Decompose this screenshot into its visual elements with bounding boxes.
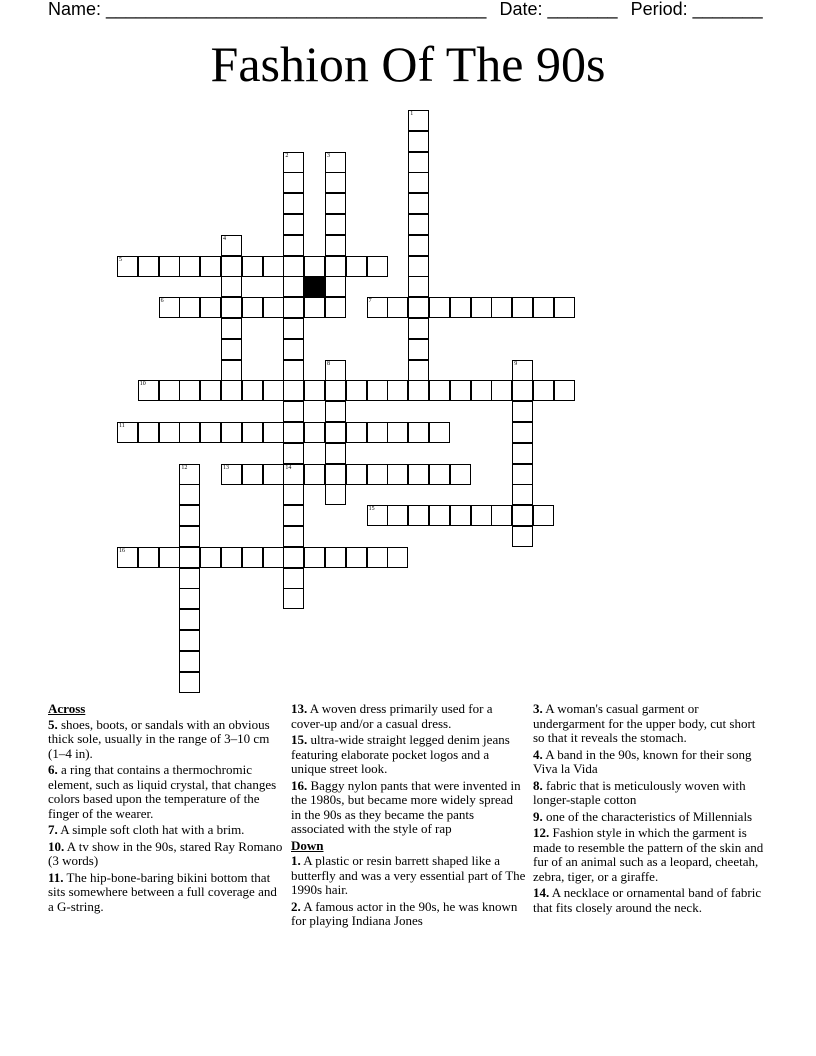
grid-cell[interactable] <box>554 380 575 401</box>
grid-cell[interactable] <box>408 152 429 173</box>
grid-cell[interactable] <box>221 380 242 401</box>
clue-number: 7 <box>368 298 372 305</box>
grid-cell[interactable] <box>221 235 242 256</box>
grid-cell[interactable] <box>263 297 284 318</box>
grid-cell[interactable] <box>450 464 471 485</box>
grid-cell[interactable] <box>304 547 325 568</box>
clue-text: shoes, boots, or sandals with an obvious thick sole, usually in the range of 3–10 cm (1–4 in). <box>48 716 270 761</box>
grid-cell[interactable] <box>263 547 284 568</box>
grid-cell[interactable] <box>325 256 346 277</box>
page-title: Fashion Of The 90s <box>210 36 606 92</box>
grid-cell[interactable] <box>138 380 159 401</box>
grid-cell[interactable] <box>200 547 221 568</box>
grid-cell[interactable] <box>179 380 200 401</box>
grid-cell[interactable] <box>387 380 408 401</box>
grid-cell[interactable] <box>159 422 180 443</box>
clue-number: 15 <box>368 506 375 513</box>
grid-cell[interactable] <box>408 214 429 235</box>
period-field[interactable]: Period: _______ <box>630 0 763 19</box>
grid-cell[interactable] <box>325 484 346 505</box>
grid-cell[interactable] <box>283 588 304 609</box>
grid-cell[interactable] <box>512 526 533 547</box>
grid-cell[interactable] <box>429 380 450 401</box>
clue-number-label: 2. <box>291 898 301 914</box>
grid-cell[interactable] <box>159 547 180 568</box>
grid-cell[interactable] <box>283 464 304 485</box>
grid-cell[interactable] <box>325 547 346 568</box>
grid-cell[interactable] <box>283 172 304 193</box>
clue-item <box>48 823 283 838</box>
grid-cell[interactable] <box>408 505 429 526</box>
grid-cell[interactable] <box>346 422 367 443</box>
clue-text: A woven dress primarily used for a cover-up and/or a casual dress. <box>291 701 493 731</box>
across-clue-list-continued <box>291 702 526 837</box>
clue-item <box>48 763 283 821</box>
grid-cell[interactable] <box>408 172 429 193</box>
grid-cell[interactable] <box>263 422 284 443</box>
grid-cell[interactable] <box>387 422 408 443</box>
grid-cell[interactable] <box>325 276 346 297</box>
clue-number-label: 15. <box>291 732 308 747</box>
grid-cell[interactable] <box>346 464 367 485</box>
grid-cell[interactable] <box>325 422 346 443</box>
grid-cell[interactable] <box>554 297 575 318</box>
clue-number-label: 11. <box>48 869 64 885</box>
clue-number-label: 6. <box>48 762 58 777</box>
grid-cell[interactable] <box>512 297 533 318</box>
clue-number-label: 3. <box>533 701 543 716</box>
grid-cell[interactable] <box>283 568 304 589</box>
clue-number: 8 <box>327 360 330 367</box>
grid-cell[interactable] <box>304 297 325 318</box>
grid-cell[interactable] <box>408 380 429 401</box>
clue-item <box>48 871 283 915</box>
grid-cell[interactable] <box>533 505 554 526</box>
clue-number: 6 <box>160 298 164 305</box>
grid-cell[interactable] <box>325 380 346 401</box>
grid-cell[interactable] <box>491 297 512 318</box>
clue-text: one of the characteristics of Millennials <box>542 808 753 824</box>
grid-cell[interactable] <box>367 464 388 485</box>
grid-cell[interactable] <box>179 484 200 505</box>
black-square <box>304 276 325 297</box>
grid-cell[interactable] <box>512 360 533 381</box>
grid-cell[interactable] <box>367 297 388 318</box>
clue-number-label: 4. <box>533 746 543 762</box>
grid-cell[interactable] <box>200 256 221 277</box>
grid-cell[interactable] <box>408 235 429 256</box>
grid-cell[interactable] <box>387 464 408 485</box>
grid-cell[interactable] <box>408 464 429 485</box>
grid-cell[interactable] <box>263 380 284 401</box>
down-clue-list <box>291 854 526 929</box>
grid-cell[interactable] <box>304 464 325 485</box>
grid-cell[interactable] <box>283 193 304 214</box>
grid-cell[interactable] <box>387 297 408 318</box>
grid-cell[interactable] <box>408 318 429 339</box>
down-clue-list-continued <box>533 702 768 915</box>
grid-cell[interactable] <box>346 380 367 401</box>
grid-cell[interactable] <box>117 422 138 443</box>
grid-cell[interactable] <box>533 297 554 318</box>
grid-cell[interactable] <box>325 193 346 214</box>
clue-item <box>291 702 526 731</box>
across-heading: Across <box>48 701 86 716</box>
grid-cell[interactable] <box>283 152 304 173</box>
grid-cell[interactable] <box>367 256 388 277</box>
grid-cell[interactable] <box>450 380 471 401</box>
grid-cell[interactable] <box>283 401 304 422</box>
clue-item <box>533 886 768 915</box>
clue-number-label: 16. <box>291 777 308 793</box>
grid-cell[interactable] <box>346 256 367 277</box>
grid-cell[interactable] <box>283 339 304 360</box>
grid-cell[interactable] <box>221 464 242 485</box>
grid-cell[interactable] <box>408 422 429 443</box>
grid-cell[interactable] <box>283 235 304 256</box>
grid-cell[interactable] <box>408 131 429 152</box>
grid-cell[interactable] <box>117 547 138 568</box>
grid-cell[interactable] <box>512 484 533 505</box>
clue-number-label: 10. <box>48 838 65 854</box>
clue-number-label: 8. <box>533 777 543 793</box>
clue-text: A band in the 90s, known for their song Viva la Vida <box>533 746 752 776</box>
grid-cell[interactable] <box>200 297 221 318</box>
grid-cell[interactable] <box>221 256 242 277</box>
clue-text: ultra-wide straight legged denim jeans featuring elaborate pocket logos and a unique street look. <box>291 732 510 776</box>
grid-cell[interactable] <box>533 380 554 401</box>
grid-cell[interactable] <box>242 297 263 318</box>
grid-cell[interactable] <box>221 339 242 360</box>
clue-text: a ring that contains a thermochromic element, such as liquid crystal, that changes colors based upon the temperature of the finger of the wearer. <box>48 762 277 821</box>
clue-number: 2 <box>285 152 289 159</box>
across-clue-list <box>48 718 283 915</box>
grid-cell[interactable] <box>138 256 159 277</box>
grid-cell[interactable] <box>304 422 325 443</box>
grid-cell[interactable] <box>221 360 242 381</box>
clue-item <box>533 748 768 777</box>
grid-cell[interactable] <box>304 256 325 277</box>
clue-number-label: 5. <box>48 716 58 732</box>
grid-cell[interactable] <box>408 276 429 297</box>
clue-item <box>48 718 283 762</box>
clue-number-label: 14. <box>533 885 550 900</box>
grid-cell[interactable] <box>117 256 138 277</box>
grid-cell[interactable] <box>512 401 533 422</box>
grid-cell[interactable] <box>325 235 346 256</box>
clue-number-label: 1. <box>291 853 301 868</box>
grid-cell[interactable] <box>138 547 159 568</box>
grid-cell[interactable] <box>346 547 367 568</box>
grid-cell[interactable] <box>283 505 304 526</box>
grid-cell[interactable] <box>179 630 200 651</box>
grid-cell[interactable] <box>200 380 221 401</box>
down-heading: Down <box>291 837 324 853</box>
clue-text: Baggy nylon pants that were invented in the 1980s, but became more widely spread in the 90s as they became the pants associated with the style of rap <box>291 777 521 836</box>
clue-number: 12 <box>181 464 188 471</box>
grid-cell[interactable] <box>387 547 408 568</box>
clue-text: A famous actor in the 90s, he was known for playing Indiana Jones <box>291 898 518 928</box>
clue-number: 14 <box>285 464 292 471</box>
clue-number: 16 <box>119 547 125 554</box>
grid-cell[interactable] <box>512 380 533 401</box>
grid-cell[interactable] <box>283 297 304 318</box>
grid-cell[interactable] <box>325 360 346 381</box>
grid-cell[interactable] <box>179 588 200 609</box>
clue-text: A plastic or resin barrett shaped like a butterfly and was a very essential part of The 1990s hair. <box>291 853 526 897</box>
grid-cell[interactable] <box>283 380 304 401</box>
grid-cell[interactable] <box>179 568 200 589</box>
grid-cell[interactable] <box>263 464 284 485</box>
clue-text: A simple soft cloth hat with a brim. <box>57 822 245 837</box>
date-field[interactable]: Date: _______ <box>499 0 618 19</box>
clue-text: fabric that is meticulously woven with longer-staple cotton <box>533 777 746 807</box>
grid-cell[interactable] <box>429 464 450 485</box>
clues-column-2 <box>291 702 526 931</box>
clue-number: 1 <box>410 111 414 117</box>
grid-cell[interactable] <box>408 297 429 318</box>
clue-item <box>291 733 526 777</box>
grid-cell[interactable] <box>283 526 304 547</box>
grid-cell[interactable] <box>283 547 304 568</box>
grid-cell[interactable] <box>325 443 346 464</box>
grid-cell[interactable] <box>159 380 180 401</box>
clue-number-label: 12. <box>533 825 550 840</box>
grid-cell[interactable] <box>179 547 200 568</box>
clue-text: Fashion style in which the garment is made to resemble the pattern of the skin and fur of an animal such as a leopard, cheetah, zebra, tiger, or a giraffe. <box>533 825 764 884</box>
grid-cell[interactable] <box>242 380 263 401</box>
grid-cell[interactable] <box>179 422 200 443</box>
grid-cell[interactable] <box>242 256 263 277</box>
name-field[interactable]: Name: ______________________________________ <box>48 0 487 19</box>
clue-number-label: 13. <box>291 701 308 716</box>
grid-cell[interactable] <box>179 651 200 672</box>
grid-cell[interactable] <box>221 297 242 318</box>
grid-cell[interactable] <box>159 256 180 277</box>
grid-cell[interactable] <box>450 505 471 526</box>
clue-item <box>291 900 526 929</box>
grid-cell[interactable] <box>179 526 200 547</box>
clue-item <box>291 779 526 837</box>
grid-cell[interactable] <box>325 214 346 235</box>
clue-number-label: 7. <box>48 822 58 837</box>
clue-item <box>533 779 768 808</box>
grid-cell[interactable] <box>200 422 221 443</box>
grid-cell[interactable] <box>283 214 304 235</box>
grid-cell[interactable] <box>221 276 242 297</box>
grid-cell[interactable] <box>408 193 429 214</box>
clue-number: 3 <box>327 152 330 159</box>
clue-item <box>48 840 283 869</box>
grid-cell[interactable] <box>242 547 263 568</box>
grid-cell[interactable] <box>283 256 304 277</box>
grid-cell[interactable] <box>491 505 512 526</box>
clue-text: A woman's casual garment or undergarment for the upper body, cut short so that it reveals the stomach. <box>533 701 756 745</box>
grid-cell[interactable] <box>325 152 346 173</box>
clue-item <box>291 854 526 898</box>
clue-text: A tv show in the 90s, stared Ray Romano (3 words) <box>48 838 283 868</box>
grid-cell[interactable] <box>283 422 304 443</box>
grid-cell[interactable] <box>512 422 533 443</box>
grid-cell[interactable] <box>367 380 388 401</box>
clues-column-1 <box>48 702 283 916</box>
grid-cell[interactable] <box>242 464 263 485</box>
grid-cell[interactable] <box>325 401 346 422</box>
grid-cell[interactable] <box>242 422 263 443</box>
grid-cell[interactable] <box>471 297 492 318</box>
grid-cell[interactable] <box>325 464 346 485</box>
clue-number: 11 <box>119 423 125 429</box>
grid-cell[interactable] <box>159 297 180 318</box>
grid-cell[interactable] <box>408 256 429 277</box>
grid-cell[interactable] <box>367 505 388 526</box>
grid-cell[interactable] <box>408 360 429 381</box>
grid-cell[interactable] <box>179 609 200 630</box>
clue-item <box>533 702 768 746</box>
grid-cell[interactable] <box>179 464 200 485</box>
grid-cell[interactable] <box>429 505 450 526</box>
clues-column-3 <box>533 702 768 917</box>
grid-cell[interactable] <box>304 380 325 401</box>
grid-cell[interactable] <box>512 505 533 526</box>
clue-number: 5 <box>119 256 122 263</box>
grid-cell[interactable] <box>221 318 242 339</box>
grid-cell[interactable] <box>179 672 200 693</box>
grid-cell[interactable] <box>283 484 304 505</box>
grid-cell[interactable] <box>221 422 242 443</box>
clue-number: 9 <box>514 360 518 367</box>
grid-cell[interactable] <box>179 256 200 277</box>
grid-cell[interactable] <box>283 360 304 381</box>
grid-cell[interactable] <box>283 318 304 339</box>
grid-cell[interactable] <box>221 547 242 568</box>
grid-cell[interactable] <box>283 443 304 464</box>
clue-number-label: 9. <box>533 808 543 824</box>
clue-item <box>533 826 768 884</box>
grid-cell[interactable] <box>512 464 533 485</box>
grid-cell[interactable] <box>450 297 471 318</box>
grid-cell[interactable] <box>367 422 388 443</box>
clue-item <box>533 810 768 825</box>
grid-cell[interactable] <box>491 380 512 401</box>
clue-text: A necklace or ornamental band of fabric that fits closely around the neck. <box>533 885 762 915</box>
grid-cell[interactable] <box>263 256 284 277</box>
grid-cell[interactable] <box>325 172 346 193</box>
grid-cell[interactable] <box>471 505 492 526</box>
clue-text: The hip-bone-baring bikini bottom that sits somewhere between a full coverage and a G-string. <box>48 869 277 914</box>
grid-cell[interactable] <box>325 297 346 318</box>
grid-cell[interactable] <box>512 443 533 464</box>
grid-cell[interactable] <box>429 297 450 318</box>
grid-cell[interactable] <box>138 422 159 443</box>
clue-number: 13 <box>223 464 229 471</box>
grid-cell[interactable] <box>179 297 200 318</box>
grid-cell[interactable] <box>387 505 408 526</box>
grid-cell[interactable] <box>408 339 429 360</box>
grid-cell[interactable] <box>283 276 304 297</box>
grid-cell[interactable] <box>429 422 450 443</box>
grid-cell[interactable] <box>471 380 492 401</box>
grid-cell[interactable] <box>179 505 200 526</box>
grid-cell[interactable] <box>367 547 388 568</box>
clue-number: 4 <box>223 235 226 242</box>
clue-number: 10 <box>139 381 146 388</box>
grid-cell[interactable] <box>408 110 429 131</box>
